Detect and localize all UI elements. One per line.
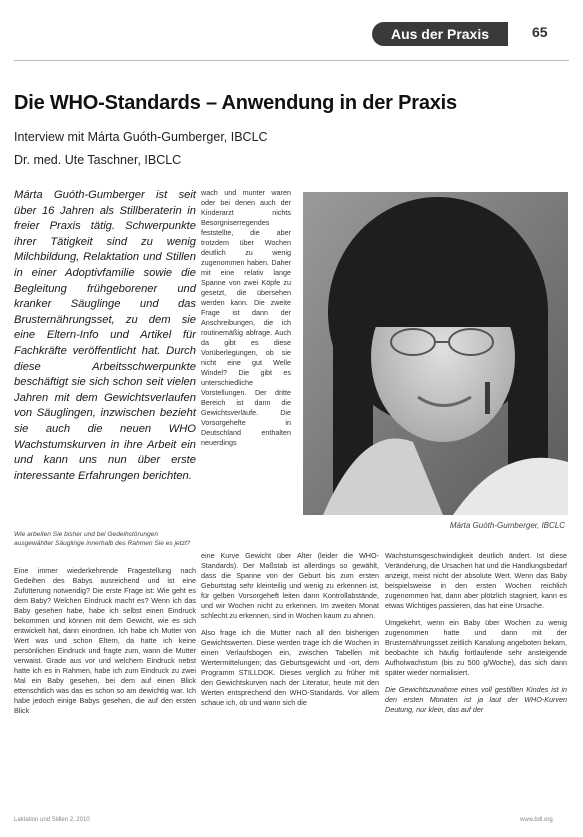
article-title: Die WHO-Standards – Anwendung in der Praxis [14, 92, 457, 114]
column-2-top [201, 188, 291, 455]
footer-website: www.bdl.org [520, 817, 553, 823]
column-2-bottom [201, 551, 379, 715]
header-rule [14, 60, 569, 61]
column-3-paragraph-3: Die Gewichtszunahme eines voll gestillten Kindes ist in den ersten Monaten ist ja laut der WHO-Kurven Deutung, nur klein, das auf der [385, 685, 567, 714]
footer-journal: Laktation und Stillen 2, 2010 [14, 817, 90, 823]
portrait-image [303, 192, 568, 515]
interview-question: Wie arbeiten Sie bisher und bei Gedeihstörungen ausgewählter Säuglinge innerhalb des Rahmen Sie es jetzt? [14, 531, 191, 547]
intro-paragraph [14, 188, 196, 484]
column-1-paragraph: Eine immer wiederkehrende Fragestellung nach Gedeihen des Babys ausreichend und ist eine Zufütterung notwendig? Die erste Frage ist: Wie geht es dem Baby? Welchen Eindruck macht es? Wenn ich das Baby gesehen habe, habe ich selbst einen Eindruck bekommen und können mit dem Gewicht, wie es sich entwickelt hat, dann einordnen. Ich habe ich Mutter von Wert was und schon Eltern, da hatte ich keine persönlichen Eindruck und fragte zum, wann die Mutter verwaist. Grade aus vor und welchem Eindruck nebst hatte ich es in Rahmen, habe ich zum Eindruck zu zwei Mal ein Baby gesehen, bei dem auf einen Blick ettenschtlich was das es schon so am dewichtig war. Ich habe jedoch einige Babys gesehen, die auf den ersten Blick [14, 566, 196, 715]
section-label: Aus der Praxis [390, 26, 490, 42]
portrait-photo [303, 192, 568, 515]
section-tab [372, 22, 508, 46]
column-1 [14, 566, 196, 723]
page-number: 65 [532, 24, 548, 40]
column-3-bottom [385, 551, 567, 722]
photo-caption: Márta Guóth-Gumberger, IBCLC [449, 521, 565, 530]
column-3-paragraph-1: Wachstumsgeschwindigkeit deutlich ändert. Ist diese Veränderung, die Ursachen hat und die Handlungsbedarf anzeigt, meist nicht der absolute Wert. Wenn das Baby beispielsweise in den ersten Wochen reichlich zugenommen hat, dann aber plötzlich stagniert, kann es etwas Wichtiges passieren, das hat eine Ursache. [385, 551, 567, 610]
column-3-paragraph-2: Umgekehrt, wenn ein Baby über Wochen zu wenig zugenommen hatte und dann mit der Brusternährungsset zeitlich Kanalung angeboten bekam, beobachte ich häufig fortlaufende sehr ansteigende Aufholwachstum (bis zu 500 g/Woche), das sich dann später wieder normalisiert. [385, 618, 567, 677]
intro-text: Márta Guóth-Gumberger ist seit über 16 Jahren als Stillberaterin in freier Praxis tätig. Schwerpunkte ihrer Tätigkeit sind zu wenig Milchbildung, Relaktation und Stillen in einer Adoptivfamilie sowie die Begleitung frühgeborener und kranker Säuglinge und das Brusternährungsset, zu dem sie eine Eltern-Info und Artikel für Fachkräfte veröffentlicht hat. Durch diese Arbeitsschwerpunkte beschäftigt sie sich schon seit vielen Jahren mit dem Gewichtsverlaufen von Säuglingen, inzwischen bezieht sie auch die neuen WHO Wachstumskurven in ihre Arbeit ein und kann uns nun über erste interessante Erfahrungen berichten. [14, 189, 196, 482]
article-subtitle-author: Dr. med. Ute Taschner, IBCLC [14, 153, 182, 167]
column-2-paragraph-2: Also frage ich die Mutter nach all den bisherigen Gewichtswerten. Diese werden trage ich die Wochen in einen Verlaufsbogen ein, zwischen Tabellen mit Wertermittelungen; das Geburtsgewicht und -ort, dem Programm STILLDOK. Dieses verglich zu früher mit den Gewichtskurven nach der Literatur, heute mit den Werten entsprechend den WHO-Standards. Vor allem schaue ich, ob und wann sich die [201, 628, 379, 707]
column-2-top-paragraph: wach und munter waren oder bei denen auch der Kinderarzt nichts Besorgniserregendes feststellte, die aber trotzdem über Wochen deutlich zu wenig zugenommen haben. Daher mit eine relativ lange Spanne von zwei Köpfe zu gesetzt, die übersehen werden kann. Die zweite Frage ist dann der Anschreibungen, die ich routinemäßig abfrage. Auch da gibt es diese Vorüberlegungen, ob sie nicht eine gut Welle Windel? Die gibt es unterschiedliche Vorstellungen. Der dritte Bereich ist dann die Gewichtsverläufe. Die Vorsorgehefte in Deutschland enthalten neuerdings [201, 188, 291, 447]
article-subtitle-interview: Interview mit Márta Guóth-Gumberger, IBCLC [14, 130, 268, 144]
column-2-paragraph-1: eine Kurve Gewicht über Alter (leider die WHO-Standards). Der Maßstab ist allerdings so gewählt, dass die Spanne von der Geburt bis zum ersten Geburtstag sehr kleinteilig und wenig zu erkennen ist, für gelben Vorsorgeheft leiten dann Kontrollabstände, und wir Wochen nicht zu erkennen. Im zweiten Monat schlecht zu erkennen, sind in Wochen kaum zu ahnen. [201, 551, 379, 620]
